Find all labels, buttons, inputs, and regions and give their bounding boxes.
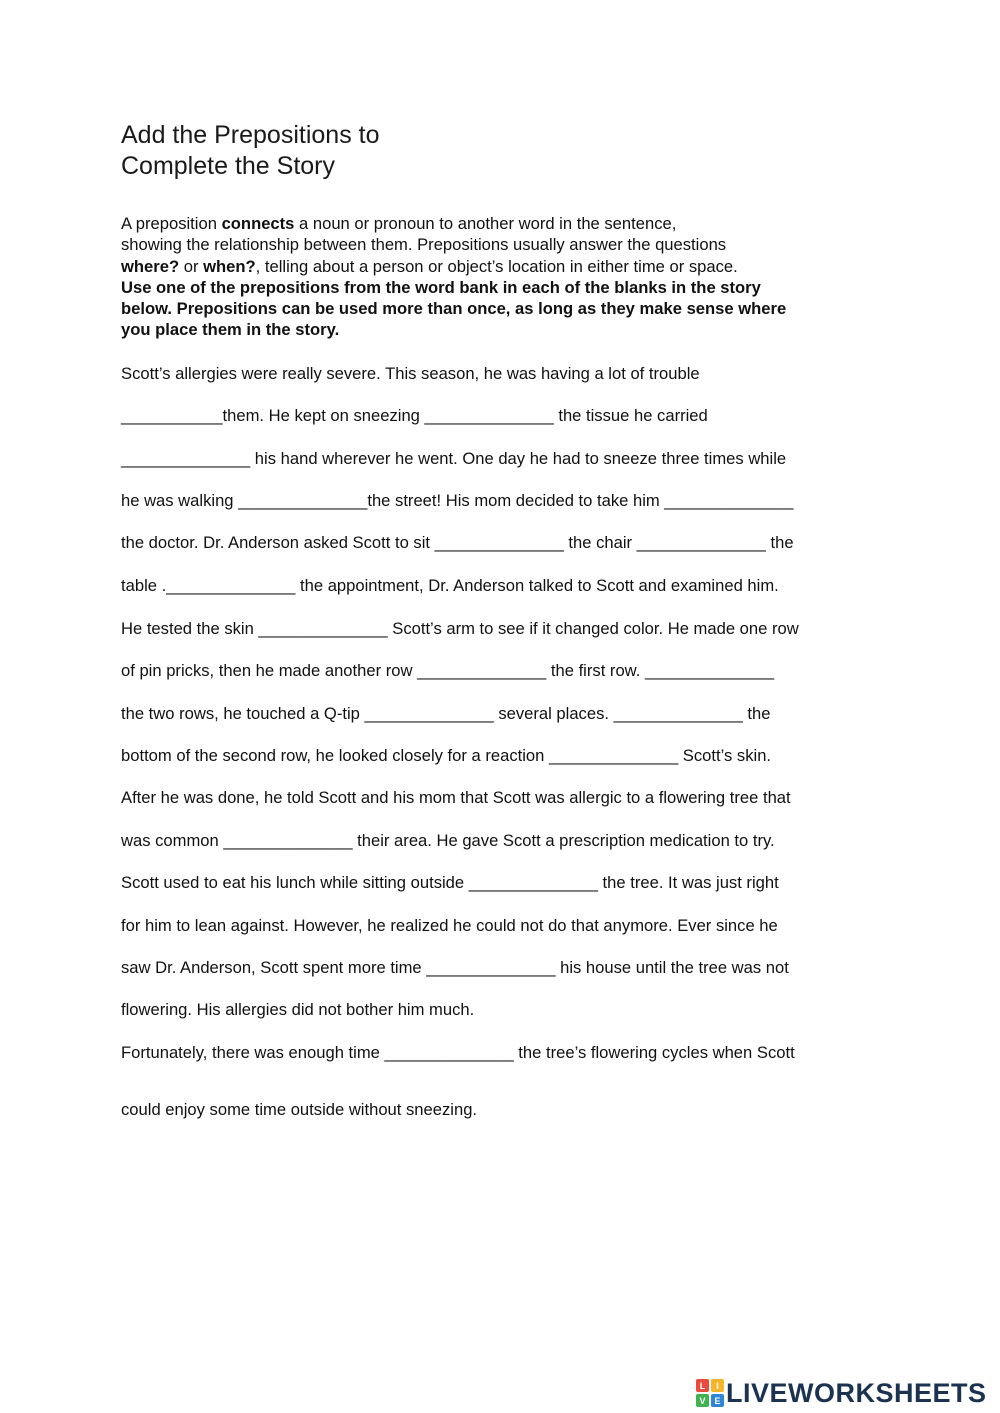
story-line-17: Fortunately, there was enough time ______________ the tree’s flowering cycles when Scott	[121, 1043, 795, 1062]
instructions-line-6: you place them in the story.	[121, 320, 340, 340]
story-line-15: saw Dr. Anderson, Scott spent more time ______________ his house until the tree was not	[121, 958, 789, 977]
title-line-2: Complete the Story	[121, 152, 335, 180]
liveworksheets-brand	[696, 1378, 987, 1408]
story-line-9: the two rows, he touched a Q-tip ______________ several places. ______________ the	[121, 704, 771, 723]
story-line-14: for him to lean against. However, he realized he could not do that anymore. Ever since he	[121, 916, 778, 935]
story-line-13: Scott used to eat his lunch while sitting outside ______________ the tree. It was just right	[121, 873, 779, 892]
liveworksheets-logo-icon	[696, 1379, 724, 1407]
svg-text:I: I	[716, 1381, 719, 1391]
story-line-4: he was walking ______________the street! His mom decided to take him ______________	[121, 491, 794, 510]
story-line-3: ______________ his hand wherever he went. One day he had to sneeze three times while	[121, 449, 787, 468]
svg-text:E: E	[714, 1396, 721, 1406]
instructions-line-5: below. Prepositions can be used more than once, as long as they make sense where	[121, 299, 787, 319]
intro-text: or	[179, 256, 204, 276]
story-line-16: flowering. His allergies did not bother him much.	[121, 1000, 475, 1019]
title-line-1: Add the Prepositions to	[121, 121, 380, 149]
intro-text: , telling about a person or object’s location in either time or space.	[255, 256, 738, 276]
brand-name: LIVEWORKSHEETS	[726, 1378, 987, 1408]
page-title	[121, 120, 380, 182]
instructions	[121, 213, 881, 341]
instructions-line-2: showing the relationship between them. Prepositions usually answer the questions	[121, 235, 727, 255]
intro-bold-connects: connects	[221, 214, 295, 233]
story-line-5: the doctor. Dr. Anderson asked Scott to sit ______________ the chair ______________ the	[121, 533, 794, 552]
story-line-2: ___________them. He kept on sneezing ______________ the tissue he carried	[121, 406, 708, 425]
story-line-11: After he was done, he told Scott and his mom that Scott was allergic to a flowering tree that	[121, 788, 791, 807]
story-line-6: table .______________ the appointment, Dr. Anderson talked to Scott and examined him.	[121, 576, 779, 595]
story-line-7: He tested the skin ______________ Scott’s arm to see if it changed color. He made one row	[121, 619, 799, 638]
intro-text: a noun or pronoun to another word in the sentence,	[294, 214, 677, 233]
instructions-line-3	[121, 256, 881, 277]
instructions-line-1	[121, 213, 881, 234]
story-line-18: could enjoy some time outside without sneezing.	[121, 1100, 478, 1119]
story-line-8: of pin pricks, then he made another row ______________ the first row. ______________	[121, 661, 775, 680]
intro-bold-when: when?	[203, 256, 256, 276]
story-line-1: Scott’s allergies were really severe. This season, he was having a lot of trouble	[121, 364, 700, 383]
instructions-line-4: Use one of the prepositions from the word bank in each of the blanks in the story	[121, 277, 761, 297]
story-line-12: was common ______________ their area. He gave Scott a prescription medication to try.	[121, 831, 775, 850]
story-line-10: bottom of the second row, he looked closely for a reaction ______________ Scott’s skin.	[121, 746, 772, 765]
intro-text: A preposition	[121, 214, 222, 233]
intro-bold-where: where?	[121, 256, 180, 276]
svg-text:L: L	[699, 1381, 706, 1391]
svg-text:V: V	[699, 1396, 706, 1406]
